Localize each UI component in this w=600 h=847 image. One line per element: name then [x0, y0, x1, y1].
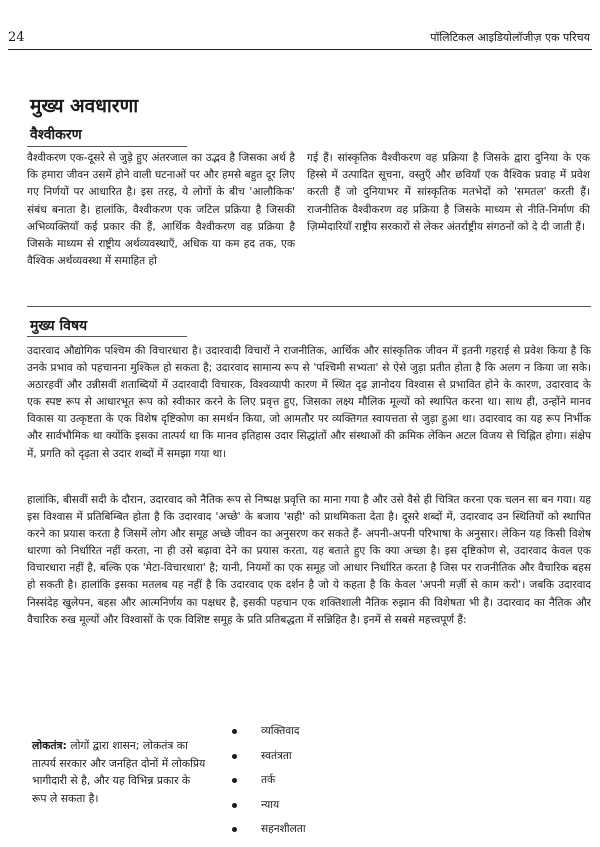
header-rule: [8, 49, 592, 50]
bullet-icon: [232, 778, 237, 783]
page-number: 24: [8, 30, 25, 45]
globalization-right-column: गई हैं। सांस्कृतिक वैश्वीकरण वह प्रक्रिया है जिसके द्वारा दुनिया के एक हिस्से में उत्पादित सूचना, वस्तुएँ और छवियाँ एक वैश्विक प्रवाह में प्रवेश करती हैं जो दुनियाभर में सांस्कृतिक मतभेदों को 'समतल' करती हैं। राजनीतिक वैश्वीकरण वह प्रक्रिया है जिसके माध्यम से नीति-निर्माण की ज़िम्मेदारियाँ राष्ट्रीय सरकारों से लेकर अंतर्राष्ट्रीय संगठनों को दे दी जाती हैं।: [307, 152, 590, 233]
section-divider: [27, 306, 591, 307]
globalization-heading-rule: [27, 146, 187, 147]
globalization-heading: वैश्वीकरण: [30, 127, 82, 143]
liberal-values-list: [232, 724, 306, 847]
definition-note: [32, 737, 208, 807]
list-item-label: सहनशीलता: [261, 823, 306, 835]
running-title: पॉलिटिकल आइडियोलॉजीज़ एक परिचय: [430, 31, 590, 44]
definition-term: लोकतंत्र:: [32, 739, 67, 752]
globalization-left-column: वैश्वीकरण एक-दूसरे से जुड़े हुए अंतरजाल का उद्भव है जिसका अर्थ है कि हमारा जीवन उसमें होने वाली घटनाओं पर और हमसे बहुत दूर लिए गए निर्णयों पर आधारित है। इस तरह, ये लोगों के बीच 'आलौकिक' संबंध बनाता है। हालांकि, वैश्वीकरण एक जटिल प्रक्रिया है जिसकी अभिव्यक्तियाँ कई प्रकार की हैं, आर्थिक वैश्वीकरण वह प्रक्रिया है जिसके माध्यम से राष्ट्रीय अर्थव्यवस्थाएँ, अधिक या कम हद तक, एक वैश्विक अर्थव्यवस्था में समाहित हो: [27, 152, 295, 268]
list-item: [232, 798, 306, 823]
list-item-label: स्वतंत्रता: [261, 749, 292, 762]
bullet-icon: [232, 803, 237, 808]
themes-paragraph-2: हालांकि, बीसवीं सदी के दौरान, उदारवाद को नैतिक रूप से निष्पक्ष प्रवृत्ति का माना गया है और उसे वैसे ही चित्रित करना एक चलन सा बन गया। यह इस विश्वास में प्रतिबिम्बित होता है कि उदारवाद 'अच्छे' के बजाय 'सही' को प्राथमिकता देता है। दूसरे शब्दों में, उदारवाद उन स्थितियों को स्थापित करने का प्रयास करता है जिसमें लोग और समूह अच्छे जीवन का अनुसरण कर सकते हैं- अपनी-अपनी परिभाषा के अनुसार। लेकिन यह किसी विशेष धारणा को निर्धारित नहीं करता, ना ही उसे बढ़ावा देने का प्रयास करता, यह बताते हुए कि क्या अच्छा है। इस दृष्टिकोण से, उदारवाद केवल एक विचारधारा नहीं है, बल्कि एक 'मेटा-विचारधारा' है; यानी, नियमों का एक समूह जो आधार निर्धारित करता है जिस पर राजनीतिक और वैचारिक बहस हो सकती है। हालांकि इसका मतलब यह नहीं है कि उदारवाद एक दर्शन है जो ये कहता है कि केवल 'अपनी मर्ज़ी से काम करो'। जबकि उदारवाद निस्संदेह खुलेपन, बहस और आत्मनिर्णय का पक्षधर है, इसकी पहचान एक शक्तिशाली नैतिक रुझान की विशेषता भी है। उदारवाद का नैतिक और वैचारिक रुख मूल्यों और विश्वासों के एक विशिष्ट समूह के प्रति प्रतिबद्धता में सन्निहित है। इनमें से सबसे महत्त्वपूर्ण हैं:: [27, 494, 591, 626]
themes-paragraph-1: उदारवाद औद्योगिक पश्चिम की विचारधारा है। उदारवादी विचारों ने राजनीतिक, आर्थिक और सांस्कृतिक जीवन में इतनी गहराई से प्रवेश किया है कि उनके प्रभाव को पहचानना मुश्किल हो सकता है; उदारवाद सामान्य रूप से 'पश्चिमी सभ्यता' से ऐसे जुड़ा प्रतीत होता है कि अलग न किया जा सके। अठारहवीं और उन्नीसवीं शताब्दियों में उदारवादी विचारक, विश्वव्यापी कारण में स्थित दृढ़ ज्ञानोदय विश्वास से प्रभावित होने के कारण, उदारवाद के एक स्पष्ट रूप से आधारभूत रूप को स्वीकार करने के लिए प्रवृत्त हुए, जिसका लक्ष्य मौलिक मूल्यों को स्थापित करना था। साथ ही, उन्होंने मानव विकास या उत्कृष्टता के एक विशेष दृष्टिकोण का समर्थन किया, जो आमतौर पर व्यक्तिगत स्वायत्तता से जुड़ा हुआ था। उदारवाद का यह रूप निर्भीक और सार्वभौमिक था क्योंकि इसका तात्पर्य था कि मानव इतिहास उदार सिद्धांतों और संस्थाओं की क्रमिक लेकिन अटल विजय से चिह्नित होगा। संक्षेप में, प्रगति को दृढ़ता से उदार शब्दों में समझा गया था।: [27, 345, 591, 460]
list-item: [232, 724, 306, 749]
list-item: [232, 749, 306, 774]
list-item-label: न्याय: [261, 798, 280, 811]
section-heading: मुख्य अवधारणा: [30, 95, 139, 117]
themes-heading: मुख्य विषय: [30, 318, 88, 334]
list-item: [232, 822, 306, 847]
list-item-label: तर्क: [261, 774, 276, 786]
definition-text: लोगों द्वारा शासन; लोकतंत्र का तात्पर्य सरकार और जनहित दोनों में लोकप्रिय भागीदारी से है, और यह विभिन्न प्रकार के रूप ले सकता है।: [32, 739, 206, 805]
list-item-label: व्यक्तिवाद: [261, 725, 300, 737]
bullet-icon: [232, 729, 237, 734]
bullet-icon: [232, 754, 237, 759]
themes-heading-rule: [27, 336, 187, 337]
bullet-icon: [232, 827, 237, 832]
list-item: [232, 773, 306, 798]
